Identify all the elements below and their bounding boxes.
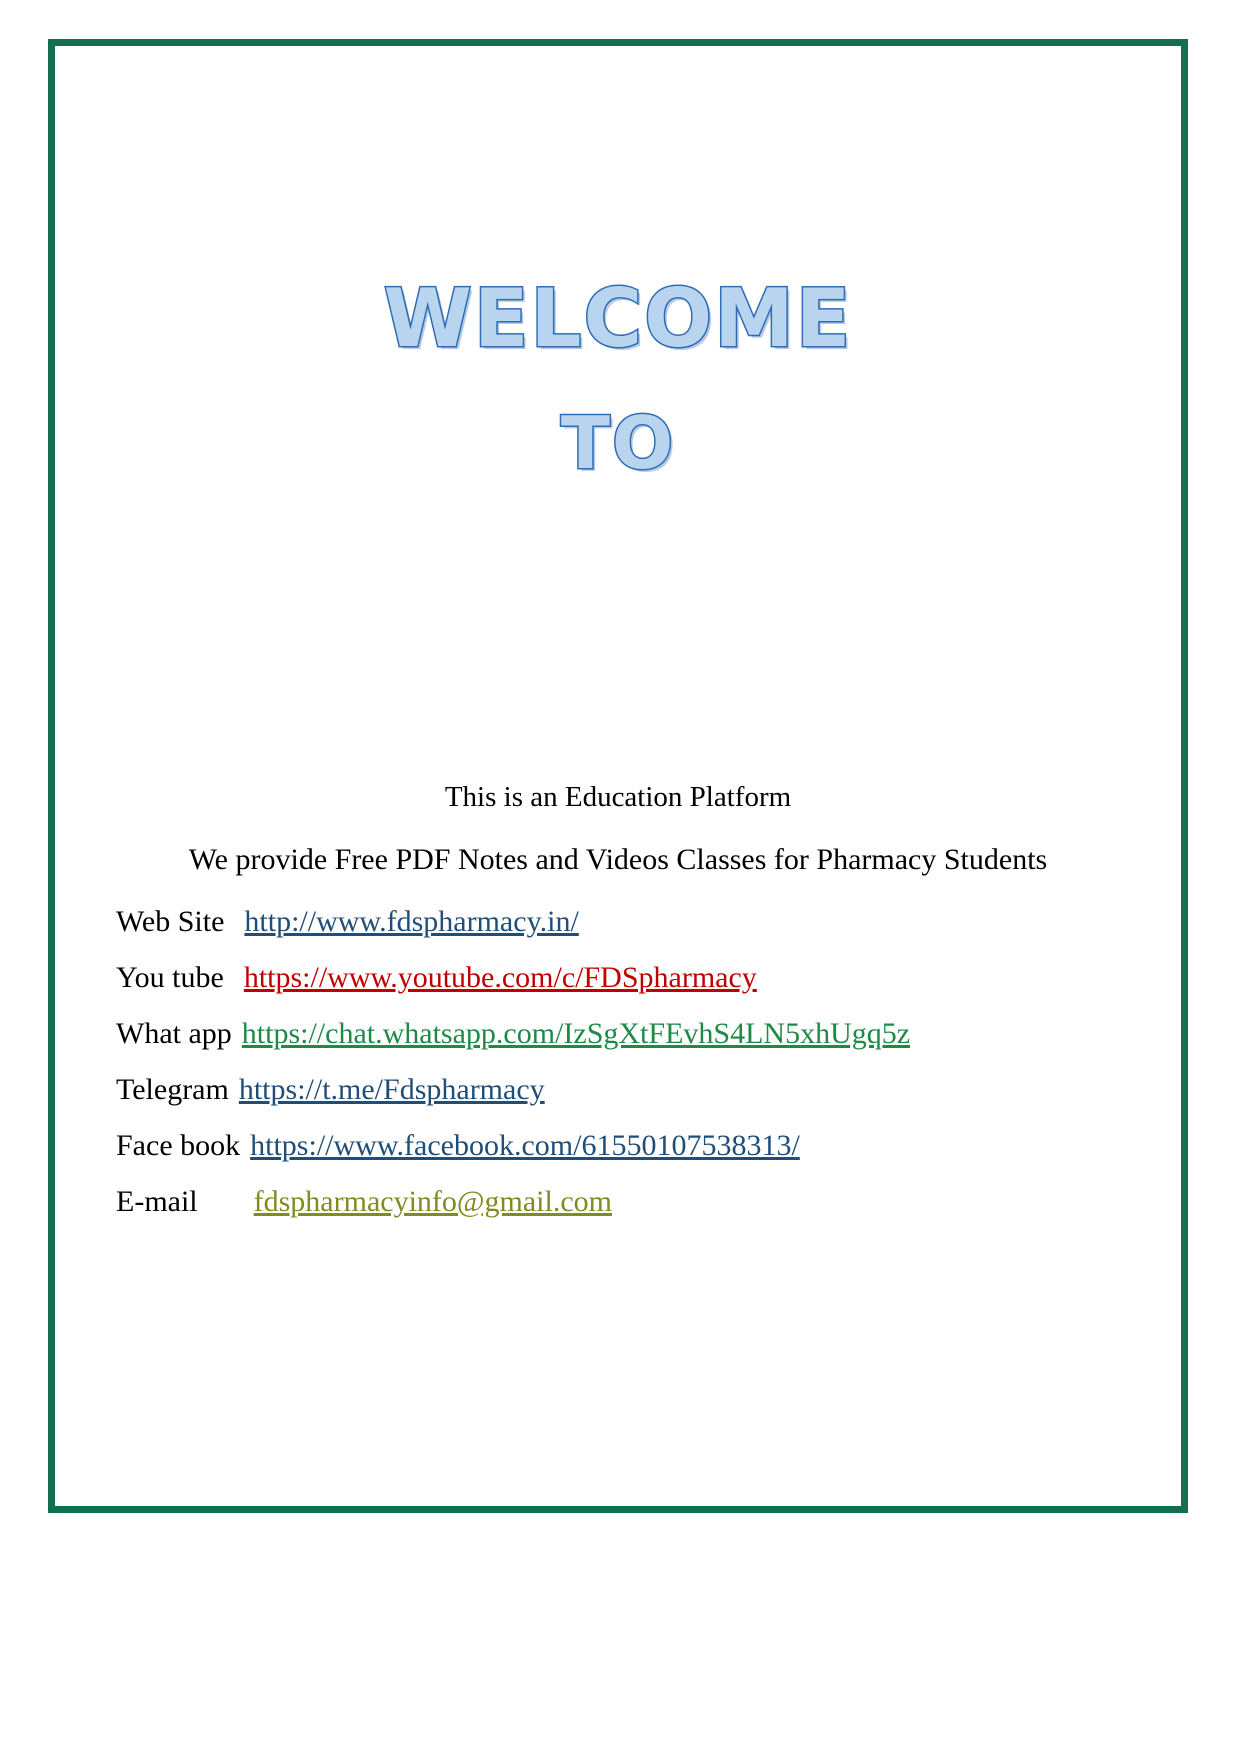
list-item-youtube	[116, 961, 1152, 995]
tagline-block	[84, 779, 1152, 879]
contact-links-list	[84, 905, 1152, 1219]
label-youtube: You tube	[116, 960, 224, 994]
link-website[interactable]: http://www.fdspharmacy.in/	[244, 904, 579, 938]
label-website: Web Site	[116, 904, 225, 938]
label-facebook: Face book	[116, 1128, 241, 1162]
tagline-primary: This is an Education Platform	[444, 781, 792, 813]
list-item-facebook	[116, 1129, 1152, 1163]
label-whatsapp: What app	[116, 1016, 232, 1050]
list-item-whatsapp	[116, 1017, 1152, 1051]
label-email: E-mail	[116, 1184, 198, 1218]
page-content	[48, 39, 1188, 1513]
label-telegram: Telegram	[116, 1072, 229, 1106]
list-item-email	[116, 1185, 1152, 1219]
link-youtube[interactable]: https://www.youtube.com/c/FDSpharmacy	[243, 960, 757, 994]
link-telegram[interactable]: https://t.me/Fdspharmacy	[238, 1072, 545, 1106]
headline-to: TO	[560, 401, 676, 485]
list-item-website	[116, 905, 1152, 939]
link-whatsapp[interactable]: https://chat.whatsapp.com/IzSgXtFEvhS4LN5xhUgq5z	[241, 1016, 911, 1050]
link-email[interactable]: fdspharmacyinfo@gmail.com	[253, 1184, 612, 1218]
link-facebook[interactable]: https://www.facebook.com/61550107538313/	[250, 1128, 800, 1162]
tagline-secondary: We provide Free PDF Notes and Videos Classes for Pharmacy Students	[188, 843, 1048, 877]
list-item-telegram	[116, 1073, 1152, 1107]
headline-welcome: WELCOME	[383, 272, 853, 365]
